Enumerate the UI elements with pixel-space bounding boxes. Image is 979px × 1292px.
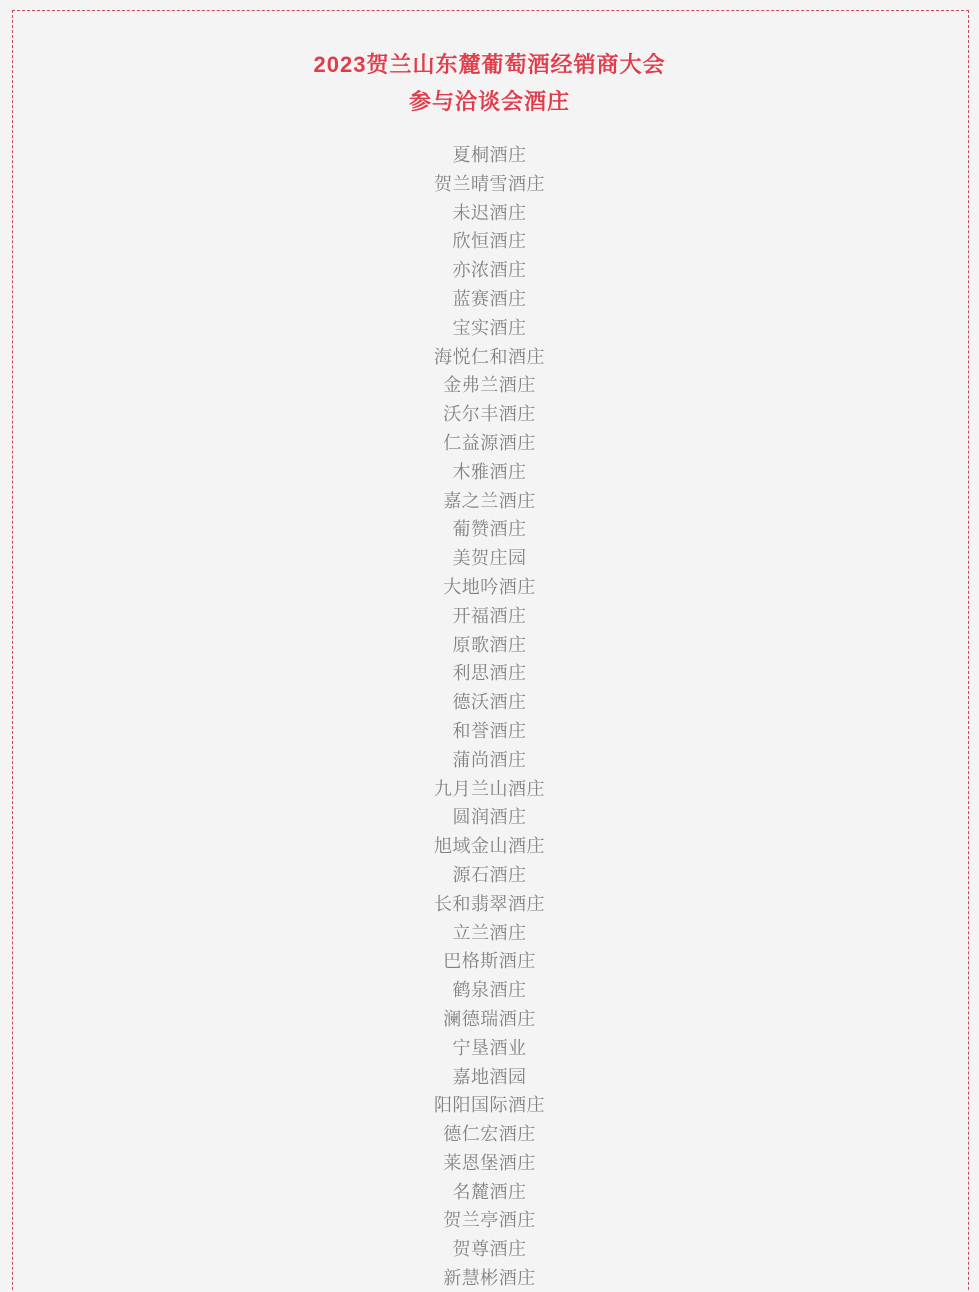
winery-list-item: 嘉地酒园 [452,1066,527,1087]
winery-list-item: 宁垦酒业 [452,1037,527,1058]
winery-list-item: 欣恒酒庄 [452,231,527,252]
winery-list-item: 开福酒庄 [452,605,527,626]
winery-list-item: 圆润酒庄 [452,807,527,828]
winery-list-item: 沃尔丰酒庄 [443,404,536,425]
winery-list-item: 德沃酒庄 [452,692,527,713]
winery-list-item: 贺尊酒庄 [452,1239,527,1260]
winery-list-item: 立兰酒庄 [452,922,527,943]
winery-list-item: 蒲尚酒庄 [452,749,527,770]
page-title-line1: 2023贺兰山东麓葡萄酒经销商大会 [313,52,666,77]
winery-list-item: 澜德瑞酒庄 [443,1008,536,1029]
page-title [0,0,979,120]
winery-list-item: 长和翡翠酒庄 [434,893,545,914]
winery-list-item: 亦浓酒庄 [452,260,527,281]
winery-list-item: 原歌酒庄 [452,634,527,655]
winery-list-item: 蓝赛酒庄 [452,288,527,309]
winery-list-item: 未迟酒庄 [452,202,527,223]
winery-list-item: 和誉酒庄 [452,720,527,741]
winery-list-item: 阳阳国际酒庄 [434,1095,545,1116]
winery-list-item: 旭域金山酒庄 [434,836,545,857]
winery-list-item: 九月兰山酒庄 [434,778,545,799]
page-title-line2: 参与洽谈会酒庄 [408,89,570,114]
winery-list-item: 海悦仁和酒庄 [434,346,545,367]
winery-list-item: 莱恩堡酒庄 [443,1152,536,1173]
winery-list-item: 美贺庄园 [452,548,527,569]
winery-list-item: 鹤泉酒庄 [452,980,527,1001]
winery-list-item: 葡赞酒庄 [452,519,527,540]
winery-list-item: 嘉之兰酒庄 [443,490,536,511]
winery-list-item: 大地吟酒庄 [443,576,536,597]
winery-list-item: 利思酒庄 [452,663,527,684]
winery-list-item: 贺兰晴雪酒庄 [434,173,545,194]
winery-list [0,141,979,1292]
winery-list-item: 新慧彬酒庄 [443,1268,536,1289]
winery-list-item: 宝实酒庄 [452,317,527,338]
winery-list-item: 巴格斯酒庄 [443,951,536,972]
winery-list-item: 金弗兰酒庄 [443,375,536,396]
winery-list-item: 名麓酒庄 [452,1181,527,1202]
winery-list-item: 夏桐酒庄 [452,145,527,165]
winery-list-item: 源石酒庄 [452,864,527,885]
winery-list-item: 贺兰亭酒庄 [443,1210,536,1231]
winery-list-item: 德仁宏酒庄 [443,1124,536,1145]
winery-list-item: 仁益源酒庄 [443,432,536,453]
winery-list-item: 木雅酒庄 [452,461,527,482]
